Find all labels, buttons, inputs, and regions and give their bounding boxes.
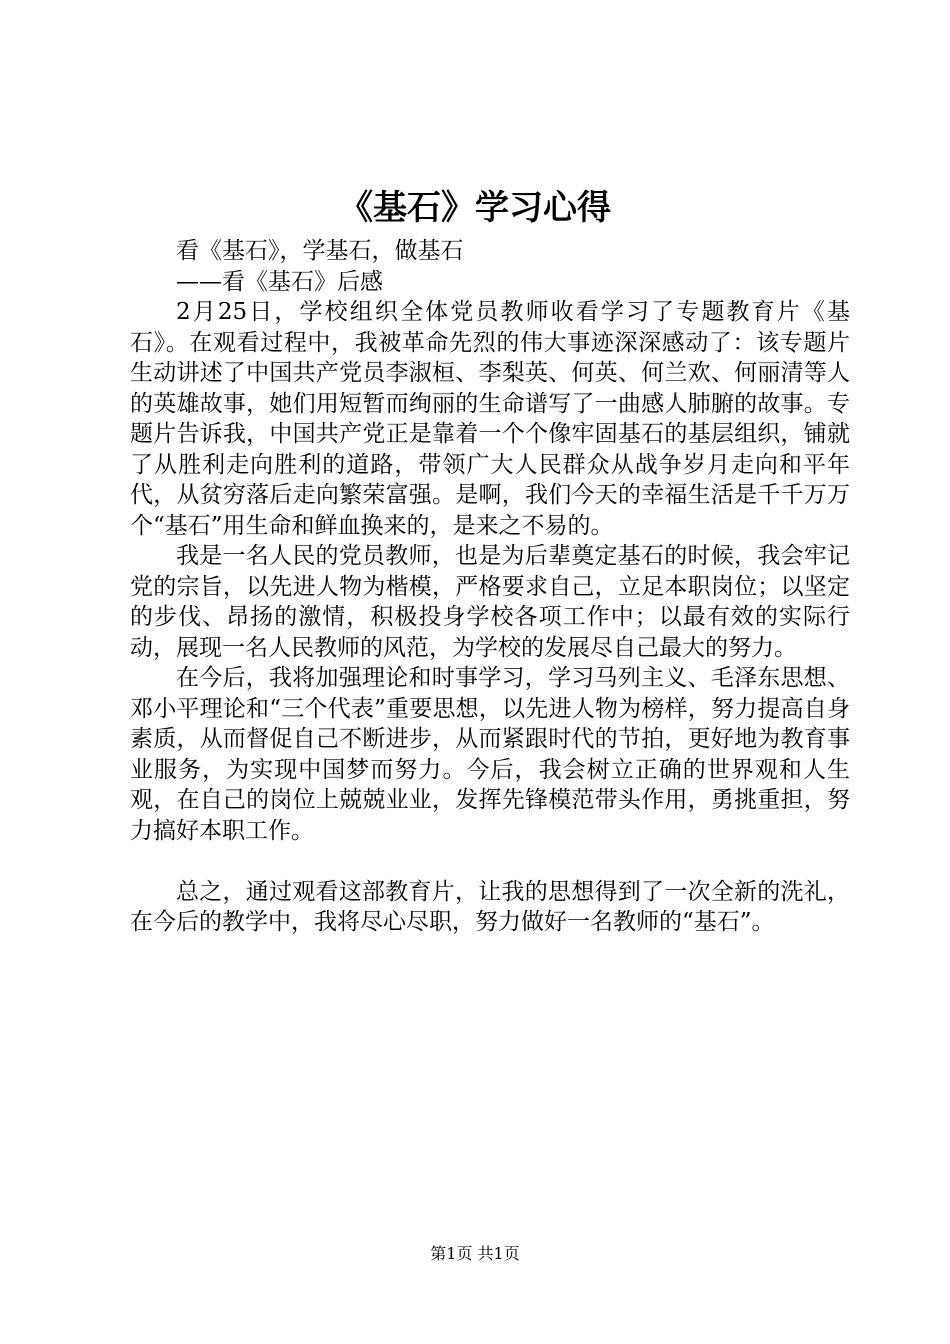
subtitle-line: 看《基石》，学基石，做基石 — [176, 238, 464, 264]
paragraph-3: 在今后，我将加强理论和时事学习，学习马列主义、毛泽东思想、邓小平理论和“三个代表”重要思想，以先进人物为榜样，努力提高自身素质，从而督促自己不断进步，从而紧跟时代的节拍，更好地为教育事业服务，为实现中国梦而努力。今后，我会树立正确的世界观和人生观，在自己的岗位上兢兢业业，发挥先锋模范带头作用，勇挑重担，努力搞好本职工作。 — [130, 665, 850, 844]
paragraph-2: 我是一名人民的党员教师，也是为后辈奠定基石的时候，我会牢记党的宗旨，以先进人物为楷模，严格要求自己，立足本职岗位；以坚定的步伐、昂扬的激情，积极投身学校各项工作中；以最有效的实际行动，展现一名人民教师的风范，为学校的发展尽自己最大的努力。 — [130, 543, 850, 661]
subtitle-sub-line: ——看《基石》后感 — [176, 268, 383, 295]
document-title: 《基石》学习心得 — [339, 188, 611, 228]
document-body — [130, 236, 850, 938]
paragraph-1: 2月25日，学校组织全体党员教师收看学习了专题教育片《基石》。在观看过程中，我被革命先烈的伟大事迹深深感动了：该专题片生动讲述了中国共产党员李淑桓、李梨英、何英、何兰欢、何丽清等人的英雄故事，她们用短暂而绚丽的生命谱写了一曲感人肺腑的故事。专题片告诉我，中国共产党正是靠着一个个像牢固基石的基层组织，铺就了从胜利走向胜利的道路，带领广大人民群众从战争岁月走向和平年代，从贫穷落后走向繁荣富强。是啊，我们今天的幸福生活是千千万万个“基石”用生命和鲜血换来的，是来之不易的。 — [130, 299, 850, 539]
page-footer: 第1页 共1页 — [430, 1244, 520, 1263]
blank-line — [130, 846, 850, 877]
paragraph-4: 总之，通过观看这部教育片，让我的思想得到了一次全新的洗礼，在今后的教学中，我将尽心尽职，努力做好一名教师的“基石”。 — [130, 878, 850, 935]
